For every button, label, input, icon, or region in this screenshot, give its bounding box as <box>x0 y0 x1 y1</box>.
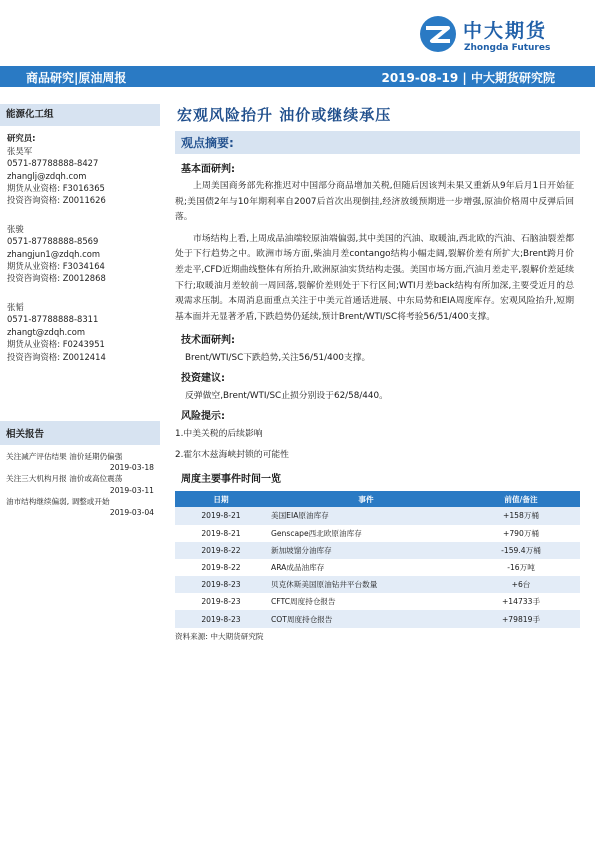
cell-event: 新加坡馏分油库存 <box>267 542 462 559</box>
report-banner <box>0 66 595 87</box>
table-header-event: 事件 <box>267 491 462 507</box>
table-header-row <box>175 491 580 507</box>
cell-event: 美国EIA原油库存 <box>267 507 462 524</box>
cell-date: 2019-8-23 <box>201 597 241 607</box>
related-report-item[interactable] <box>0 451 160 473</box>
table-row <box>175 542 580 559</box>
analyst-3 <box>0 295 160 363</box>
advice-heading: 投资建议: <box>181 373 225 385</box>
technical-text: Brent/WTI/SC下跌趋势,关注56/51/400支撑。 <box>185 353 371 364</box>
related-report-title[interactable]: 关注三大机构月报 油价或高位震荡 <box>6 474 123 484</box>
table-row <box>175 507 580 524</box>
events-table <box>175 491 580 627</box>
analyst-email[interactable]: zhangt@zdqh.com <box>7 326 86 337</box>
analyst-consult-qualification: 投资咨询资格: Z0012868 <box>7 273 106 284</box>
analyst-qualification: 期货从业资格: F3034164 <box>7 261 105 272</box>
analyst-phone: 0571-87788888-8427 <box>7 158 99 169</box>
report-title: 宏观风险抬升 油价或继续承压 <box>177 106 392 124</box>
cell-date: 2019-8-22 <box>201 563 241 572</box>
logo-en-text: Zhongda Futures <box>464 43 551 53</box>
main-content <box>175 104 580 642</box>
cell-date: 2019-8-21 <box>201 528 241 538</box>
cell-event: 贝克休斯美国原油钻井平台数量 <box>267 576 462 593</box>
table-row <box>175 559 580 576</box>
analyst-1 <box>0 126 160 206</box>
cell-note: +14733手 <box>501 597 541 607</box>
cell-event: ARA成品油库存 <box>271 563 325 572</box>
advice-text: 反弹做空,Brent/WTI/SC止损分别设于62/58/440。 <box>185 391 388 402</box>
related-title: 相关报告 <box>0 421 160 445</box>
fundamental-paragraph-1: 上周美国商务部先称推迟对中国部分商品增加关税,但随后因该判未果又重新从9年后月1日开始征税;美国债2年与10年期利率自2007后首次出现倒挂,经济放缓预期进一步增强,原油价格周中反弹后回落。 <box>175 181 574 223</box>
related-report-date: 2019-03-11 <box>109 485 154 495</box>
cell-event: COT周度持仓报告 <box>267 610 462 627</box>
cell-note: +6台 <box>462 576 580 593</box>
related-report-item[interactable] <box>0 496 160 518</box>
cell-date: 2019-8-22 <box>175 542 267 559</box>
fundamental-heading: 基本面研判: <box>181 164 235 175</box>
risk-item: 2.霍尔木兹海峡封锁的可能性 <box>175 450 289 461</box>
analyst-name: 张昊军 <box>7 145 33 156</box>
report-date-source: 2019-08-19 | 中大期货研究院 <box>381 71 555 85</box>
table-row <box>175 576 580 593</box>
analyst-qualification: 期货从业资格: F3016365 <box>7 183 105 194</box>
cell-note: +79819手 <box>462 610 580 627</box>
related-report-date: 2019-03-18 <box>109 463 154 473</box>
report-category: 商品研究|原油周报 <box>26 71 127 85</box>
analyst-role: 研究员: <box>7 133 36 144</box>
summary-heading: 观点摘要: <box>175 131 580 154</box>
analyst-name: 张韬 <box>7 301 24 312</box>
analyst-phone: 0571-87788888-8569 <box>7 236 99 247</box>
analyst-consult-qualification: 投资咨询资格: Z0011626 <box>7 195 106 206</box>
analyst-2 <box>0 217 160 285</box>
related-report-title[interactable]: 关注减产评估结果 油价延期仍偏强 <box>6 452 123 461</box>
table-row <box>175 593 580 610</box>
cell-note: +790万桶 <box>502 528 540 538</box>
related-report-date: 2019-03-04 <box>109 508 154 518</box>
company-logo <box>418 12 568 62</box>
cell-note: +158万桶 <box>462 507 580 524</box>
technical-heading: 技术面研判: <box>181 335 235 347</box>
events-table-title: 周度主要事件时间一览 <box>181 474 281 486</box>
sidebar <box>0 104 160 363</box>
team-title: 能源化工组 <box>0 104 160 126</box>
table-header-date: 日期 <box>175 491 267 507</box>
cell-date: 2019-8-23 <box>175 610 267 627</box>
zhongda-logo-icon <box>418 14 458 54</box>
analyst-email[interactable]: zhanglj@zdqh.com <box>7 170 87 181</box>
data-source-note: 资料来源: 中大期货研究院 <box>175 631 264 641</box>
logo-cn-text: 中大期货 <box>463 20 548 42</box>
analyst-phone: 0571-87788888-8311 <box>7 314 99 325</box>
risk-item: 1.中美关税的后续影响 <box>175 429 263 440</box>
cell-note: -159.4万桶 <box>462 542 580 559</box>
cell-date: 2019-8-21 <box>175 507 267 524</box>
risk-heading: 风险提示: <box>181 411 225 423</box>
related-report-item[interactable] <box>0 473 160 495</box>
related-report-title[interactable]: 油市结构继续偏弱, 调整或开始 <box>6 496 110 506</box>
analyst-email[interactable]: zhangjun1@zdqh.com <box>7 248 100 259</box>
cell-note: -16万吨 <box>507 563 535 572</box>
table-header-note: 前值/备注 <box>462 491 580 507</box>
cell-event: CFTC周度持仓报告 <box>271 597 336 607</box>
analyst-name: 张骏 <box>7 223 24 234</box>
analyst-consult-qualification: 投资咨询资格: Z0012414 <box>7 351 106 362</box>
table-row <box>175 610 580 627</box>
cell-date: 2019-8-23 <box>175 576 267 593</box>
analyst-qualification: 期货从业资格: F0243951 <box>7 339 105 350</box>
related-reports <box>0 421 160 518</box>
table-row <box>175 525 580 542</box>
cell-event: Genscape西北欧原油库存 <box>271 528 362 538</box>
fundamental-paragraph-2: 市场结构上看,上周成品油端较原油端偏弱,其中美国的汽油、取暖油,西北欧的汽油、石脑油裂差都处于下行趋势之中。欧洲市场方面,柴油月差contango结构小幅走阔,裂解价差有所扩大;Brent跨月价差走平,CFD近期曲线整体有所抬升,欧洲原油实货结构走强。美国市场方面,汽油月差走平,裂解价差延续下行;取暖油月差较前一周回落,裂解价差则处于下行区间;WTI月差back结构有所加深,主要受近月的总观需求压制。本周消息面重点关注于中美元首通话进展、中东局势和EIA周度库存。宏观风险抬升,短期基本面并无显著矛盾,下跌趋势仍延续,预计Brent/WTI/SC将考验56/51/400支撑。 <box>175 233 574 322</box>
